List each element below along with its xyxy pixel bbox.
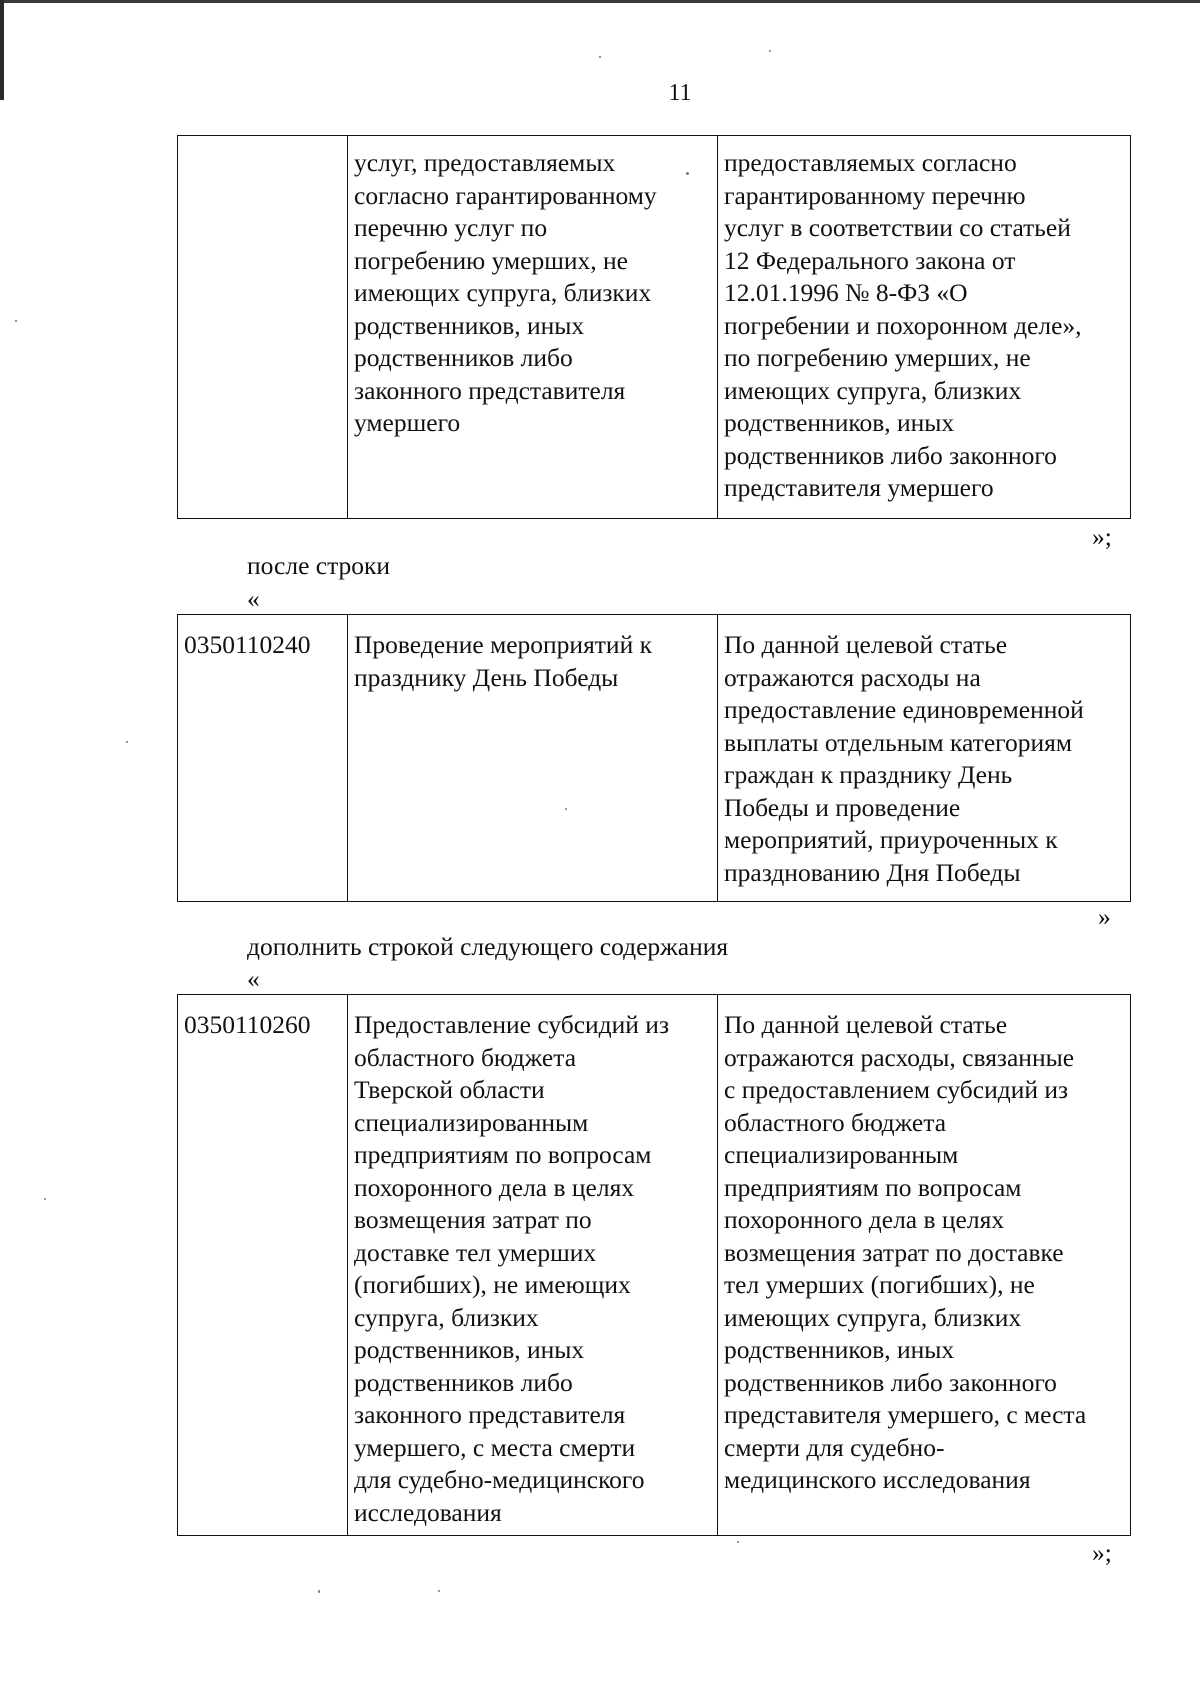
name-line: родственников, иных	[354, 1335, 585, 1364]
name-line: исследования	[354, 1497, 502, 1527]
description-line: представителя умершего, с места	[724, 1400, 1087, 1429]
code-value: 0350110260	[184, 1010, 311, 1039]
name-line: законного представителя	[354, 375, 626, 405]
name-cell	[348, 136, 718, 519]
name-line: родственников либо	[354, 1367, 573, 1397]
description-line: гарантированному перечню	[724, 180, 1026, 210]
scan-speck	[15, 320, 17, 322]
description-line: смерти для судебно-	[724, 1432, 945, 1462]
scan-speck	[769, 50, 771, 52]
code-cell	[178, 615, 348, 902]
scan-speck	[318, 1590, 320, 1593]
description-line: тел умерших (погибших), не	[724, 1270, 1035, 1299]
scan-edge-top	[0, 0, 1200, 3]
closing-quote: »	[1098, 902, 1111, 931]
description-line: По данной целевой статье	[724, 630, 1008, 659]
name-line: празднику День Победы	[354, 662, 619, 692]
name-line: областного бюджета	[354, 1042, 577, 1072]
page-number: 11	[668, 80, 692, 106]
description-line: предприятиям по вопросам	[724, 1172, 1022, 1202]
description-line: имеющих супруга, близких	[724, 375, 1022, 405]
description-line: Победы и проведение	[724, 792, 961, 822]
name-line: возмещения затрат по	[354, 1205, 592, 1234]
table-row	[178, 995, 1131, 1536]
closing-quote: »;	[1092, 1538, 1112, 1567]
code-cell	[178, 995, 348, 1536]
instruction-paragraph: дополнить строкой следующего содержания	[247, 932, 729, 961]
description-line: выплаты отдельным категориям	[724, 727, 1072, 757]
description-line: специализированным	[724, 1140, 959, 1169]
name-line: Предоставление субсидий из	[354, 1010, 670, 1039]
instruction-paragraph: после строки	[247, 551, 391, 580]
description-line: родственников, иных	[724, 1335, 955, 1364]
scan-speck	[44, 1198, 46, 1200]
description-cell	[718, 136, 1131, 519]
name-line: перечню услуг по	[354, 213, 548, 242]
name-line: специализированным	[354, 1107, 589, 1137]
description-line: с предоставлением субсидий из	[724, 1075, 1069, 1104]
scan-speck	[438, 1590, 440, 1592]
name-line: (погибших), не имеющих	[354, 1270, 631, 1299]
name-line: родственников либо	[354, 343, 573, 372]
description-line: похоронного дела в целях	[724, 1205, 1005, 1234]
scan-speck	[737, 1541, 739, 1543]
scan-speck	[126, 741, 128, 743]
name-line: предприятиям по вопросам	[354, 1140, 652, 1169]
description-line: мероприятий, приуроченных к	[724, 825, 1058, 854]
description-line: празднованию Дня Победы	[724, 857, 1021, 887]
name-line: Проведение мероприятий к	[354, 630, 652, 659]
table-row	[178, 615, 1131, 902]
opening-quote: «	[247, 584, 260, 613]
description-line: медицинского исследования	[724, 1465, 1031, 1494]
name-line: имеющих супруга, близких	[354, 278, 652, 307]
description-line: представителя умершего	[724, 473, 994, 502]
description-line: погребении и похоронном деле»,	[724, 310, 1082, 340]
description-line: родственников либо законного	[724, 1367, 1057, 1397]
name-line: погребению умерших, не	[354, 245, 628, 275]
description-line: граждан к празднику День	[724, 760, 1013, 789]
description-cell	[718, 995, 1131, 1536]
description-cell	[718, 615, 1131, 902]
name-line: умершего	[354, 408, 461, 437]
name-line: доставке тел умерших	[354, 1237, 597, 1267]
description-line: родственников, иных	[724, 408, 955, 437]
code-value: 0350110240	[184, 630, 311, 659]
name-line: законного представителя	[354, 1400, 626, 1429]
name-line: похоронного дела в целях	[354, 1172, 635, 1202]
description-line: отражаются расходы на	[724, 662, 981, 692]
name-line: родственников, иных	[354, 310, 585, 340]
closing-quote: »;	[1092, 522, 1112, 551]
description-line: по погребению умерших, не	[724, 343, 1031, 372]
description-line: имеющих супруга, близких	[724, 1302, 1022, 1332]
name-cell	[348, 995, 718, 1536]
name-cell	[348, 615, 718, 902]
opening-quote: «	[247, 964, 260, 993]
name-line: для судебно-медицинского	[354, 1465, 645, 1494]
classification-table-new-row	[177, 994, 1131, 1536]
scan-speck	[599, 56, 601, 58]
description-line: 12.01.1996 № 8-ФЗ «О	[724, 278, 968, 307]
name-line: Тверской области	[354, 1075, 545, 1104]
name-line: согласно гарантированному	[354, 180, 657, 210]
description-line: областного бюджета	[724, 1107, 947, 1137]
table-row	[178, 136, 1131, 519]
name-line: умершего, с места смерти	[354, 1432, 636, 1462]
classification-table-continued	[177, 135, 1131, 519]
code-cell	[178, 136, 348, 519]
name-line: услуг, предоставляемых	[354, 148, 616, 177]
description-line: 12 Федерального закона от	[724, 245, 1016, 275]
description-line: отражаются расходы, связанные	[724, 1042, 1075, 1072]
description-line: предоставление единовременной	[724, 695, 1084, 724]
description-line: услуг в соответствии со статьей	[724, 213, 1071, 242]
description-line: предоставляемых согласно	[724, 148, 1017, 177]
classification-table-existing-row	[177, 614, 1131, 902]
description-line: родственников либо законного	[724, 440, 1057, 470]
description-line: возмещения затрат по доставке	[724, 1237, 1064, 1267]
name-line: супруга, близких	[354, 1302, 539, 1332]
description-line: По данной целевой статье	[724, 1010, 1008, 1039]
